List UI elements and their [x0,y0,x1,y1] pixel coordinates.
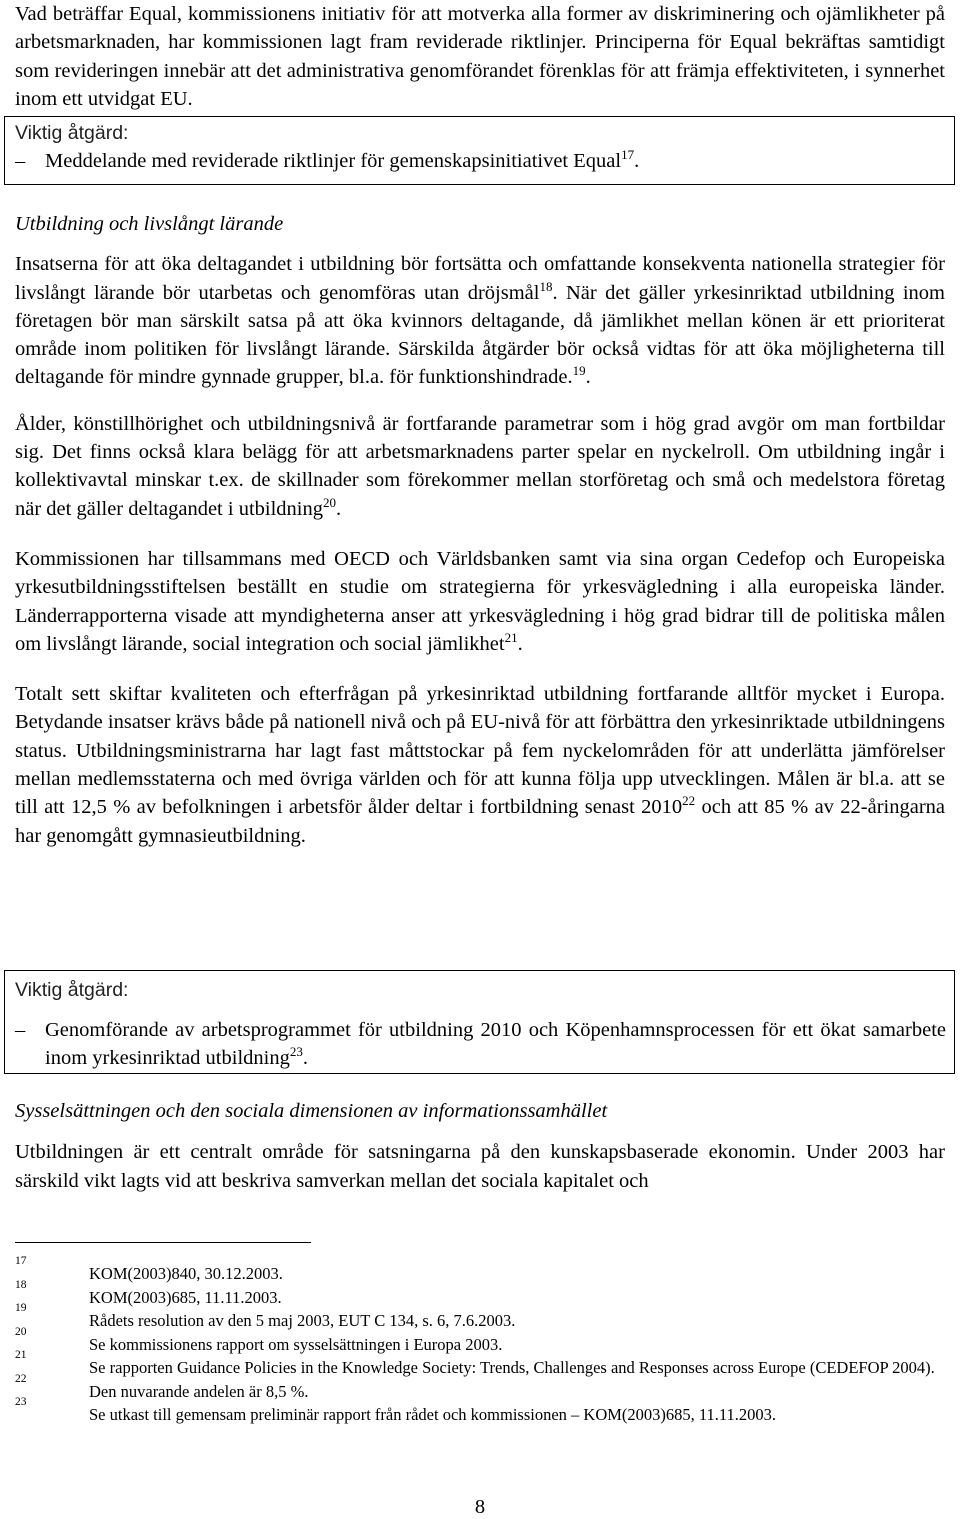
page-number: 8 [474,1496,486,1518]
footnotes [15,1255,945,1427]
footnote-ref[interactable]: 23 [289,1044,303,1060]
footnote-number: 20 [15,1325,27,1338]
footnote-ref[interactable]: 22 [682,793,696,809]
education-paragraph-3: Kommissionen har tillsammans med OECD och Världsbanken samt via sina organ Cedefop och Europeiska yrkesutbildningsstiftelsen beställt en studie om strategierna för yrkesvägledning i alla europeiska länder. Länderrapporterna visade att myndigheterna anser att yrkesvägledning i hög grad bidrar till de politiska målen om livslångt lärande, social integration och social jämlikhet$^{21}$. [15,547,945,655]
footnote-item [15,1396,945,1427]
education-section [15,210,945,850]
key-action-text: Meddelande med reviderade riktlinjer för gemenskapsinitiativet Equal$^{17}$. [45,147,640,172]
key-action-item [15,1016,946,1073]
section-heading: Sysselsättningen och den sociala dimensionen av informationssamhället [15,1100,608,1122]
footnote-ref[interactable]: 20 [322,494,336,510]
footnote-item [15,1278,945,1310]
footnote-item [15,1255,945,1286]
footnote-ref[interactable]: 21 [504,629,518,645]
footnote-number: 18 [15,1278,27,1291]
footnote-number: 21 [15,1349,27,1361]
footnote-ref[interactable]: 17 [621,147,635,162]
footnote-text: Se kommissionens rapport om sysselsättningen i Europa 2003. [89,1334,503,1354]
information-society-section [15,1097,945,1195]
key-action-text: Genomförande av arbetsprogrammet för utbildning 2010 och Köpenhamnsprocessen för ett ökat samarbete inom yrkesinriktad utbildning$^{23}$. [45,1019,946,1070]
footnote-text: KOM(2003)840, 30.12.2003. [89,1264,283,1283]
key-action-heading: Viktig åtgärd: [15,122,129,144]
key-action-box-equal [4,116,955,185]
key-action-heading: Viktig åtgärd: [15,979,129,1001]
intro-paragraph: Vad beträffar Equal, kommissionens initiativ för att motverka alla former av diskriminering och ojämlikheter på arbetsmarknaden, har kommissionen lagt fram reviderade riktlinjer. Principerna för Equal bekräftas samtidigt som revideringen innebär att det administrativa genomförandet förenklas för att främja effektiviteten, i synnerhet inom ett utvidgat EU. [15,3,945,110]
footnote-item [15,1302,945,1333]
footnote-number: 22 [15,1372,27,1385]
footnote-item [15,1325,945,1357]
footnote-ref[interactable]: 18 [539,278,553,294]
footnote-text: Rådets resolution av den 5 maj 2003, EUT C 134, s. 6, 7.6.2003. [89,1311,516,1330]
footnote-text: Se utkast till gemensam preliminär rapport från rådet och kommissionen – KOM(2003)685, 11.11.2003. [89,1405,777,1424]
education-paragraph-1: Insatserna för att öka deltagandet i utbildning bör fortsätta och omfattande konsekventa nationella strategier för livslångt lärande bör utarbetas och genomföras utan dröjsmål$^{18}$. När det gäller yrkesinriktad utbildning inom företagen bör man särskilt satsa på att öka kvinnors deltagande, då jämlikhet mellan könen är ett prioriterat område inom politiken för livslångt lärande. Särskilda åtgärder bör också vidtas för att öka möjligheterna till deltagande för mindre gynnade grupper, bl.a. för funktionshindrade.$^{19}$. [15,253,946,389]
footnote-text: Se rapporten Guidance Policies in the Knowledge Society: Trends, Challenges and Responses across Europe (CEDEFOP 2004). [89,1358,935,1377]
section-heading: Utbildning och livslångt lärande [15,213,284,235]
footnote-text: KOM(2003)685, 11.11.2003. [89,1287,282,1307]
key-action-box-vocational [4,970,955,1074]
footnote-item [15,1372,945,1404]
footnote-item [15,1349,945,1380]
education-paragraph-4: Totalt sett skiftar kvaliteten och efterfrågan på yrkesinriktad utbildning fortfarande alltför mycket i Europa. Betydande insatser krävs både på nationell nivå och på EU-nivå för att förbättra den yrkesinriktade utbildningens status. Utbildningsministrarna har lagt fast måttstockar på fem nyckelområden för att underlätta jämförelser mellan medlemsstaterna och med övriga världen och för att kunna följa upp utvecklingen. Målen är bl.a. att se till att 12,5 % av befolkningen i arbetsför ålder deltar i fortbildning senast 2010$^{22}$ och att 85 % av 22-åringarna har genomgått gymnasieutbildning. [15,683,945,847]
dash-bullet: – [15,150,26,172]
footnote-number: 23 [15,1396,27,1408]
footnote-text: Den nuvarande andelen är 8,5 %. [89,1381,309,1401]
information-society-paragraph-1: Utbildningen är ett centralt område för satsningarna på den kunskapsbaserade ekonomin. Under 2003 har särskild vikt lagts vid att beskriva samverkan mellan det sociala kapitalet och [15,1141,945,1192]
footnote-number: 19 [15,1302,27,1314]
education-paragraph-2: Ålder, könstillhörighet och utbildningsnivå är fortfarande parametrar som i hög grad avgör om man fortbildar sig. Det finns också klara belägg för att arbetsmarknadens parter spelar en nyckelroll. Om utbildning ingår i kollektivavtal minskar t.ex. de skillnader som förekommer mellan storföretag och små och medelstora företag när det gäller deltagandet i utbildning$^{20}$. [15,412,945,520]
key-action-item [15,147,946,175]
footnote-separator [15,1242,311,1243]
dash-bullet: – [15,1019,26,1041]
footnote-number: 17 [15,1255,27,1267]
footnote-ref[interactable]: 19 [572,363,586,379]
